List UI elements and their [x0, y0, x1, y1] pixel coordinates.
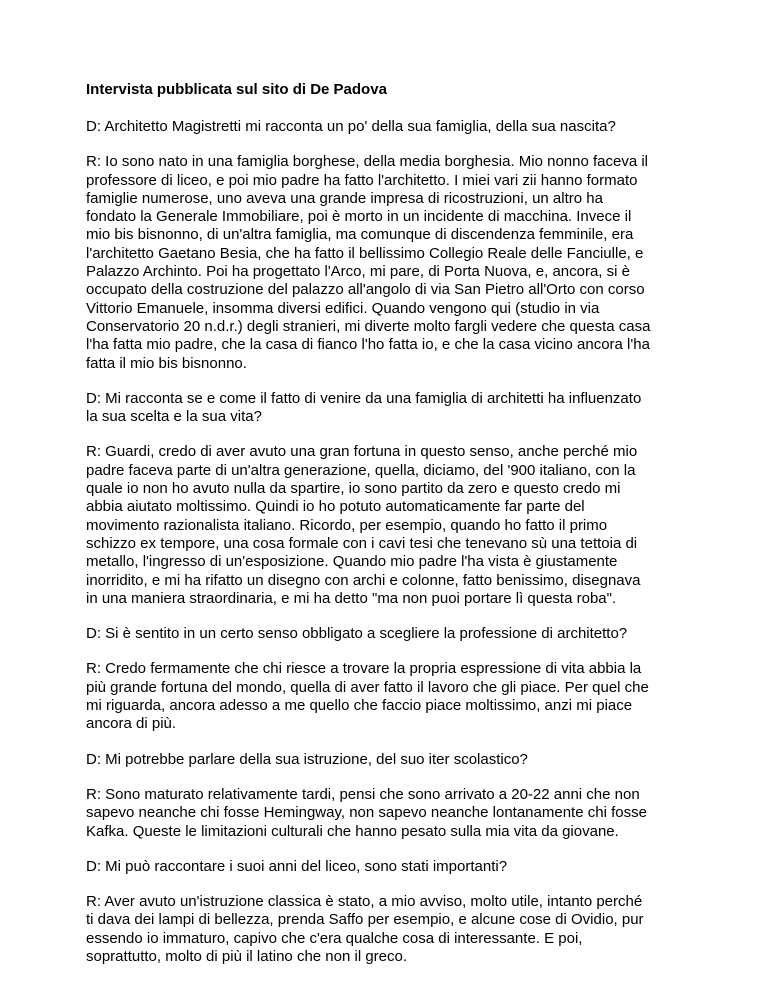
document-title: Intervista pubblicata sul sito di De Padova	[86, 81, 387, 98]
question-paragraph: D: Architetto Magistretti mi racconta un po' della sua famiglia, della sua nascita?	[86, 118, 616, 135]
answer-paragraph: R: Credo fermamente che chi riesce a trovare la propria espressione di vita abbia la più grande fortuna del mondo, quella di aver fatto il lavoro che gli piace. Per quel che mi riguarda, ancora adesso a me quello che faccio piace moltissimo, anzi mi piace ancora di più.	[86, 660, 649, 733]
answer-paragraph: R: Sono maturato relativamente tardi, pensi che sono arrivato a 20-22 anni che non sapevo neanche chi fosse Hemingway, non sapevo neanche lontanamente chi fosse Kafka. Queste le limitazioni culturali che hanno pesato sulla mia vita da giovane.	[86, 785, 647, 840]
question-paragraph: D: Mi racconta se e come il fatto di venire da una famiglia di architetti ha influenzato la sua scelta e la sua vita?	[86, 389, 642, 426]
answer-paragraph: R: Guardi, credo di aver avuto una gran fortuna in questo senso, anche perché mio padre faceva parte di un'altra generazione, quella, diciamo, del '900 italiano, con la quale io non ho avuto nulla da spartire, io sono partito da zero e questo credo mi abbia aiutato moltissimo. Quindi io ho potuto automaticamente far parte del movimento razionalista italiano. Ricordo, per esempio, quando ho fatto il primo schizzo ex tempore, una cosa formale con i cavi tesi che tenevano sù una tettoia di metallo, l'ingresso di un'esposizione. Quando mio padre l'ha vista è giustamente inorridito, e mi ha rifatto un disegno con archi e colonne, fatto benissimo, disegnava in una maniera straordinaria, e mi ha detto "ma non puoi portare lì questa roba".	[86, 443, 641, 607]
question-paragraph: D: Mi può raccontare i suoi anni del liceo, sono stati importanti?	[86, 857, 508, 875]
document-page	[86, 80, 696, 983]
answer-paragraph: R: Io sono nato in una famiglia borghese, della media borghesia. Mio nonno faceva il professore di liceo, e poi mio padre ha fatto l'architetto. I miei vari zii hanno formato famiglie numerose, uno aveva una grande impresa di ricostruzioni, un altro ha fondato la Generale Immobiliare, poi è morto in un incidente di macchina. Invece il mio bis bisnonno, di un'altra famiglia, ma comunque di discendenza femminile, era l'architetto Gaetano Besia, che ha fatto il bellissimo Collegio Reale delle Fanciulle, e Palazzo Archinto. Poi ha progettato l'Arco, mi pare, di Porta Nuova, e, ancora, si è occupato della costruzione del palazzo all'angolo di via San Pietro all'Orto con corso Vittorio Emanuele, insomma diversi edifici. Quando vengono qui (studio in via Conservatorio 20 n.d.r.) degli stranieri, mi diverte molto fargli vedere che questa casa l'ha fatta mio padre, che la casa di fianco l'ho fatta io, e che la casa vicino ancora l'ha fatta il mio bis bisnonno.	[86, 153, 651, 372]
question-paragraph: D: Mi potrebbe parlare della sua istruzione, del suo iter scolastico?	[86, 750, 528, 768]
answer-paragraph: R: Aver avuto un'istruzione classica è stato, a mio avviso, molto utile, intanto perché ti dava dei lampi di bellezza, prenda Saffo per esempio, e alcune cose di Ovidio, pur essendo io immaturo, capivo che c'era qualche cosa di interessante. E poi, soprattutto, molto di più il latino che non il greco.	[86, 893, 644, 965]
question-paragraph: D: Si è sentito in un certo senso obbligato a scegliere la professione di architetto?	[86, 625, 628, 643]
